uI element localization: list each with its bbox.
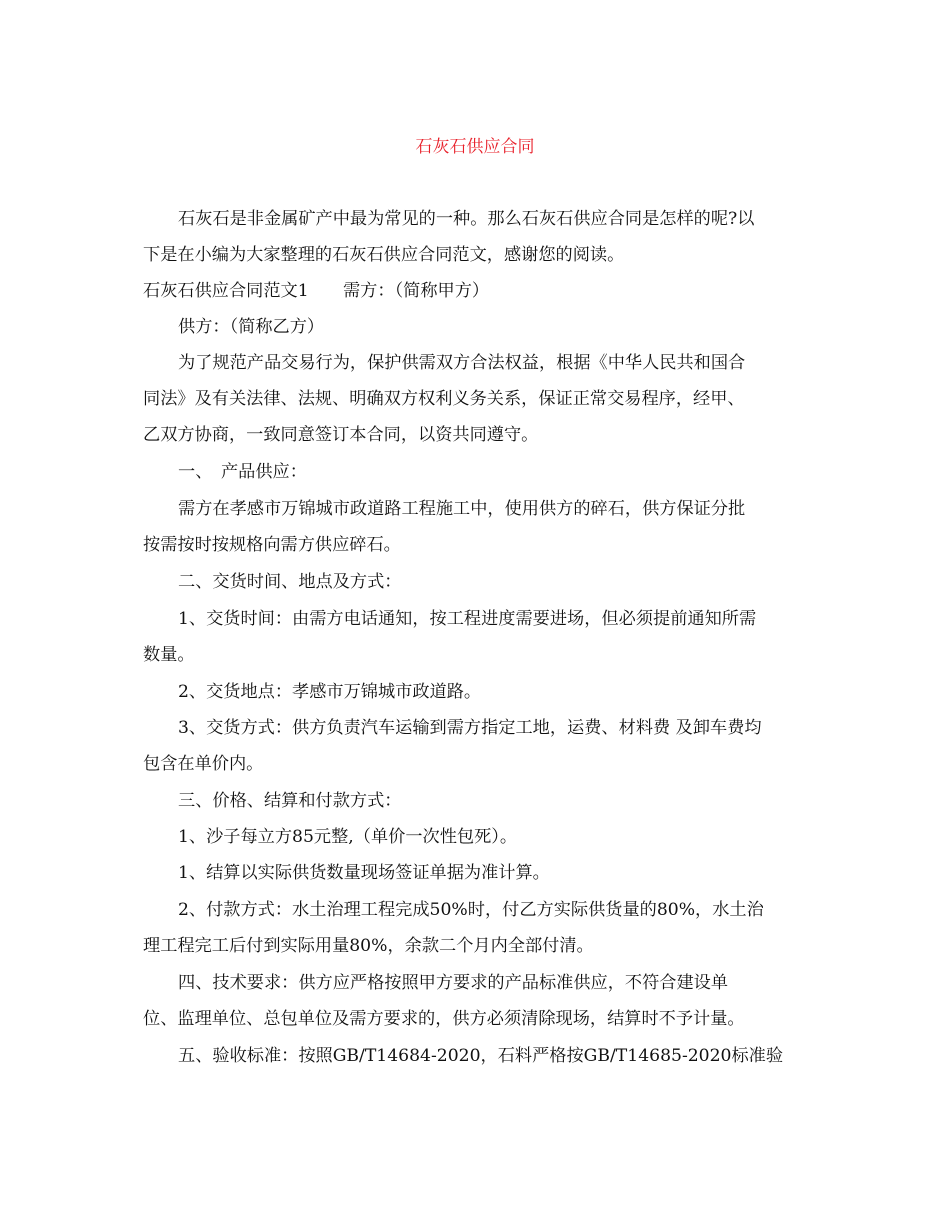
section-heading: 三、价格、结算和付款方式： xyxy=(178,791,402,811)
section-heading: 一、 产品供应： xyxy=(178,462,307,482)
paragraph-line: 按需按时按规格向需方供应碎石。 xyxy=(143,535,401,555)
paragraph-line: 为了规范产品交易行为，保护供需双方合法权益，根据《中华人民共和国合 xyxy=(178,353,746,373)
paragraph-line: 五、验收标准：按照GB/T14684-2020，石料严格按GB/T14685-2020标准验 xyxy=(178,1046,784,1066)
document-title: 石灰石供应合同 xyxy=(415,137,535,157)
paragraph-line: 乙双方协商，一致同意签订本合同，以资共同遵守。 xyxy=(143,425,539,445)
paragraph-line: 1、结算以实际供货数量现场签证单据为准计算。 xyxy=(178,863,550,883)
section-heading: 二、交货时间、地点及方式： xyxy=(178,572,402,592)
paragraph-line: 下是在小编为大家整理的石灰石供应合同范文，感谢您的阅读。 xyxy=(143,245,625,265)
paragraph-line: 2、付款方式：水土治理工程完成50%时，付乙方实际供货量的80%，水土治 xyxy=(178,900,764,920)
paragraph-line: 数量。 xyxy=(143,645,195,665)
paragraph-line: 位、监理单位、总包单位及需方要求的，供方必须清除现场，结算时不予计量。 xyxy=(143,1009,745,1029)
paragraph-line: 理工程完工后付到实际用量80%，余款二个月内全部付清。 xyxy=(143,936,594,956)
paragraph-line: 石灰石是非金属矿产中最为常见的一种。那么石灰石供应合同是怎样的呢?以 xyxy=(178,209,755,229)
paragraph-line: 1、沙子每立方85元整,（单价一次性包死）。 xyxy=(178,827,518,847)
paragraph-line: 包含在单价内。 xyxy=(143,754,264,774)
paragraph-line: 同法》及有关法律、法规、明确双方权利义务关系，保证正常交易程序，经甲、 xyxy=(143,389,745,409)
paragraph-line: 2、交货地点：孝感市万锦城市政道路。 xyxy=(178,682,482,702)
paragraph-line: 1、交货时间：由需方电话通知，按工程进度需要进场，但必须提前通知所需 xyxy=(178,609,757,629)
paragraph-line: 供方：（简称乙方） xyxy=(178,317,325,337)
paragraph-line: 3、交货方式：供方负责汽车运输到需方指定工地，运费、材料费 及卸车费均 xyxy=(178,718,762,738)
paragraph-line: 四、技术要求：供方应严格按照甲方要求的产品标准供应，不符合建设单 xyxy=(178,973,729,993)
paragraph-line: 需方在孝感市万锦城市政道路工程施工中，使用供方的碎石，供方保证分批 xyxy=(178,499,746,519)
paragraph-line: 石灰石供应合同范文1 需方：（简称甲方） xyxy=(143,281,490,301)
